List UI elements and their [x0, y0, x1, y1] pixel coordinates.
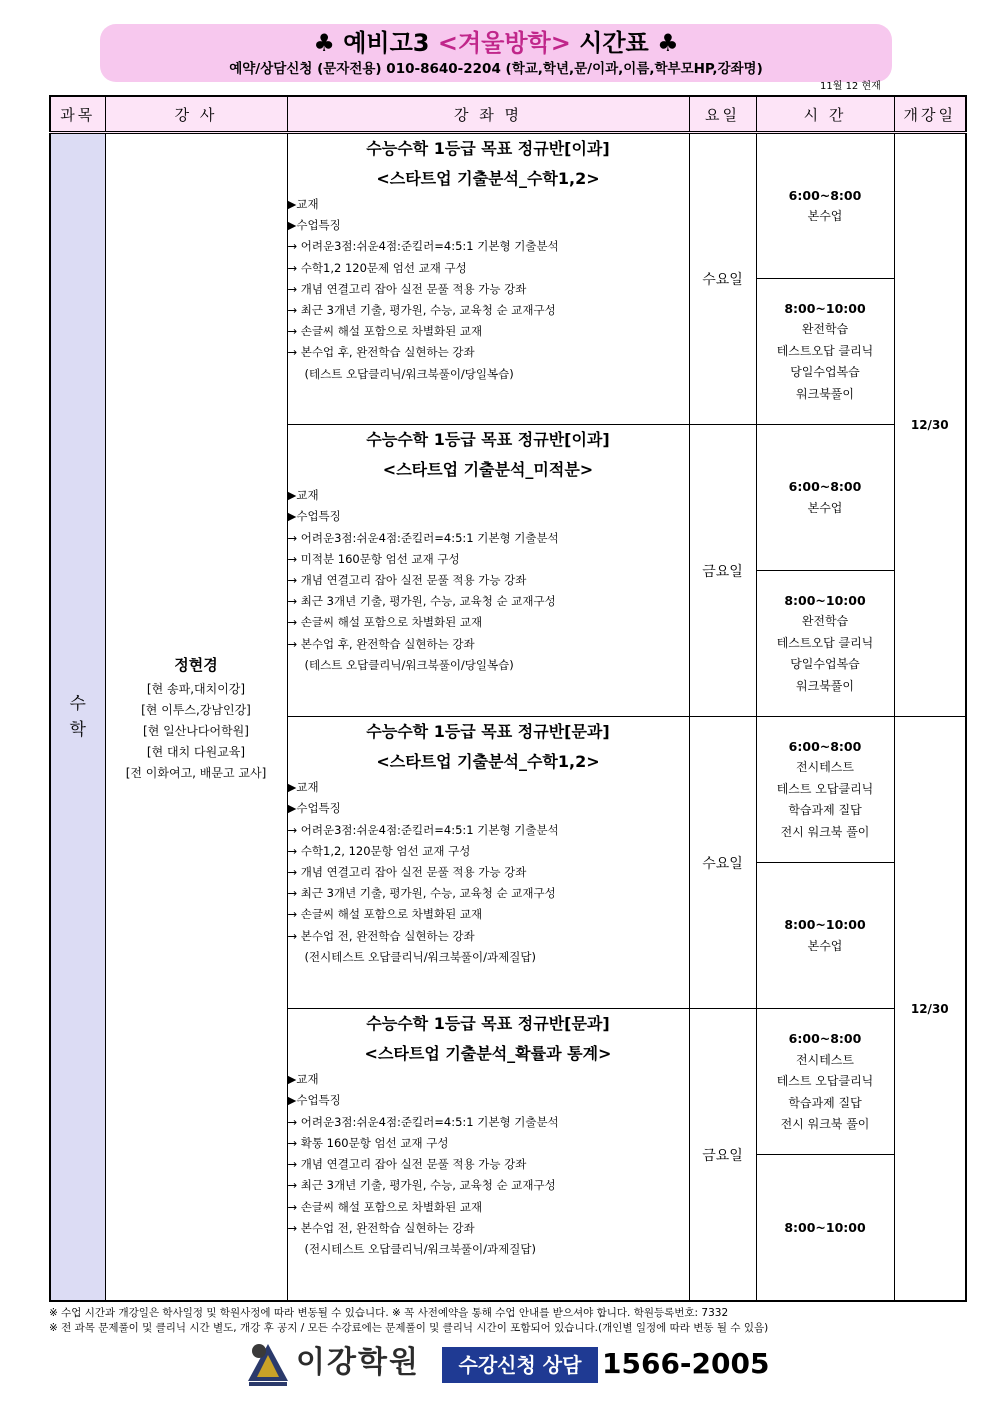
page-title [100, 26, 892, 60]
table-row [50, 133, 966, 279]
slot-item: 본수업 [807, 500, 843, 515]
course-line: → 손글씨 해설 포함으로 차별화된 교재 [287, 907, 483, 922]
course-line: (전시테스트 오답클리닉/워크북풀이/과제질답) [304, 1241, 536, 1256]
footnote: ※ 전 과목 문제풀이 및 클리닉 시간 별도, 개강 후 공지 / 모든 수강료에는 문제풀이 및 클리닉 시간이 포함되어 있습니다.(개인별 일정에 따라 변동 될 수 있음) [49, 1322, 769, 1334]
title-prefix: 예비고3 [343, 29, 430, 57]
subject-cell: 수 학 [50, 133, 105, 1302]
schedule-table [49, 95, 967, 1302]
course-title: 수능수학 1등급 목표 정규반[이과] [366, 430, 610, 450]
course-line: → 본수업 후, 완전학습 실현하는 강좌 [287, 345, 475, 360]
time-slot [756, 1009, 894, 1155]
course-line: ▶수업특징 [287, 801, 341, 816]
day-cell: 수요일 [689, 717, 756, 1009]
course-line: (테스트 오답클리닉/워크북풀이/당일복습) [304, 657, 514, 672]
time-range: 8:00~10:00 [784, 592, 866, 608]
course-line: → 최근 3개년 기출, 평가원, 수능, 교육청 순 교재구성 [287, 303, 556, 318]
time-range: 6:00~8:00 [788, 1031, 862, 1047]
teacher-credential: [현 송파,대치이강] [146, 681, 246, 696]
course-subtitle: <스타트업 기출분석_미적분> [382, 460, 594, 480]
slot-item: 테스트 오답클리닉 [776, 781, 874, 796]
col-header-day: 요일 [689, 96, 756, 133]
time-slot [756, 1155, 894, 1301]
slot-item: 테스트 오답클리닉 [776, 1074, 874, 1089]
teacher-cell [105, 133, 287, 1302]
course-line: → 미적분 160문항 엄선 교재 구성 [287, 551, 460, 566]
course-line: → 본수업 전, 완전학습 실현하는 강좌 [287, 928, 475, 943]
course-line: → 본수업 전, 완전학습 실현하는 강좌 [287, 1220, 475, 1235]
col-header-course: 강 좌 명 [287, 96, 689, 133]
course-cell [287, 425, 689, 717]
course-line: → 개념 연결고리 잡아 실전 문풀 적용 가능 강좌 [287, 281, 527, 296]
col-header-time: 시 간 [756, 96, 894, 133]
club-icon: ♣ [313, 29, 335, 57]
course-line: → 개념 연결고리 잡아 실전 문풀 적용 가능 강좌 [287, 865, 527, 879]
course-line: → 어려운3점:쉬운4점:준킬러=4:5:1 기본형 기출분석 [287, 530, 559, 545]
course-line: → 최근 3개년 기출, 평가원, 수능, 교육청 순 교재구성 [287, 1178, 556, 1193]
slot-item: 전시 워크북 풀이 [780, 824, 870, 839]
slot-item: 당일수업복습 [790, 657, 860, 672]
slot-item: 학습과제 질답 [788, 1095, 862, 1110]
slot-item: 완전학습 [801, 322, 849, 337]
time-slot [756, 717, 894, 863]
slot-item: 워크북풀이 [796, 386, 854, 401]
course-line: → 최근 3개년 기출, 평가원, 수능, 교육청 순 교재구성 [287, 594, 556, 609]
course-line: → 손글씨 해설 포함으로 차별화된 교재 [287, 615, 483, 630]
day-cell: 금요일 [689, 1009, 756, 1301]
open-date-cell: 12/30 [894, 717, 966, 1301]
course-line: ▶수업특징 [287, 509, 341, 524]
course-line: → 어려운3점:쉬운4점:준킬러=4:5:1 기본형 기출분석 [287, 1114, 559, 1129]
as-of-date: 11월 12 현재 [820, 81, 881, 92]
time-range: 8:00~10:00 [784, 300, 866, 316]
course-cell [287, 717, 689, 1009]
slot-item: 테스트오답 클리닉 [776, 635, 874, 650]
slot-item: 전시테스트 [796, 760, 854, 775]
open-date-cell: 12/30 [894, 133, 966, 717]
time-slot [756, 279, 894, 425]
header-row [50, 96, 966, 133]
time-slot [756, 571, 894, 717]
time-slot [756, 863, 894, 1009]
club-icon: ♣ [657, 29, 679, 57]
course-line: ▶교재 [287, 197, 319, 211]
course-line: ▶수업특징 [287, 1093, 341, 1108]
teacher-credential: [전 이화여고, 배문고 교사] [125, 765, 267, 780]
course-subtitle: <스타트업 기출분석_확률과 통계> [364, 1044, 612, 1064]
day-cell: 금요일 [689, 425, 756, 717]
phone-number: 1566-2005 [602, 1347, 770, 1380]
contact-line: 예약/상담신청 (문자전용) 010-8640-2204 (학교,학년,문/이과,이름,학부모HP,강좌명) [229, 61, 763, 77]
time-range: 6:00~8:00 [788, 738, 862, 754]
title-suffix: 시간표 [579, 29, 649, 57]
course-line: → 손글씨 해설 포함으로 차별화된 교재 [287, 1199, 483, 1214]
slot-item: 당일수업복습 [790, 365, 860, 380]
course-subtitle: <스타트업 기출분석_수학1,2> [376, 169, 600, 188]
course-title: 수능수학 1등급 목표 정규반[이과] [366, 139, 610, 158]
slot-item: 테스트오답 클리닉 [776, 343, 874, 358]
course-line: → 확통 160문항 엄선 교재 구성 [287, 1135, 449, 1150]
col-header-subject: 과목 [50, 96, 105, 133]
course-cell [287, 1009, 689, 1301]
slot-item: 전시 워크북 풀이 [780, 1117, 870, 1132]
slot-item: 워크북풀이 [796, 678, 854, 693]
course-line: ▶교재 [287, 780, 319, 795]
day-cell: 수요일 [689, 133, 756, 425]
time-range: 6:00~8:00 [788, 187, 862, 203]
slot-item: 학습과제 질답 [788, 803, 862, 818]
course-line: → 개념 연결고리 잡아 실전 문풀 적용 가능 강좌 [287, 572, 527, 587]
time-range: 8:00~10:00 [784, 917, 866, 933]
course-line: (테스트 오답클리닉/워크북풀이/당일복습) [304, 366, 514, 381]
course-line: → 손글씨 해설 포함으로 차별화된 교재 [287, 324, 483, 339]
course-line: (전시테스트 오답클리닉/워크북풀이/과제질답) [304, 949, 536, 964]
course-line: → 본수업 후, 완전학습 실현하는 강좌 [287, 636, 475, 651]
course-title: 수능수학 1등급 목표 정규반[문과] [366, 722, 610, 742]
footnote: ※ 수업 시간과 개강일은 학사일정 및 학원사정에 따라 변동될 수 있습니다. ※ 꼭 사전예약을 통해 수업 안내를 받으셔야 합니다. 학원등록번호: 7332 [49, 1307, 729, 1319]
col-header-teacher: 강 사 [105, 96, 287, 133]
teacher-credential: [현 일산나다어학원] [143, 723, 249, 738]
course-line: → 개념 연결고리 잡아 실전 문풀 적용 가능 강좌 [287, 1157, 527, 1172]
course-line: → 어려운3점:쉬운4점:준킬러=4:5:1 기본형 기출분석 [287, 239, 559, 254]
enroll-consult-banner: 수강신청 상담 [442, 1347, 598, 1383]
course-line: ▶수업특징 [287, 218, 341, 233]
title-highlight: <겨울방학> [437, 29, 571, 57]
course-title: 수능수학 1등급 목표 정규반[문과] [366, 1014, 610, 1034]
slot-item: 완전학습 [801, 614, 849, 629]
teacher-credential: [현 대치 다원교육] [146, 744, 246, 759]
slot-item: 전시테스트 [796, 1052, 854, 1067]
course-cell [287, 133, 689, 425]
time-range: 8:00~10:00 [784, 1219, 866, 1235]
teacher-name: 정현경 [174, 655, 218, 674]
course-line: ▶교재 [287, 1072, 319, 1087]
course-line: → 수학1,2, 120문항 엄선 교재 구성 [287, 843, 471, 858]
time-slot [756, 425, 894, 571]
academy-name: 이강학원 [296, 1345, 420, 1380]
slot-item: 본수업 [807, 938, 843, 953]
time-range: 6:00~8:00 [788, 479, 862, 495]
teacher-credential: [현 이투스,강남인강] [141, 702, 251, 717]
col-header-open-date: 개강일 [894, 96, 966, 133]
course-line: → 어려운3점:쉬운4점:준킬러=4:5:1 기본형 기출분석 [287, 822, 559, 837]
course-line: ▶교재 [287, 488, 319, 503]
course-line: → 수학1,2 120문제 엄선 교재 구성 [287, 260, 467, 275]
academy-logo-icon [243, 1341, 293, 1387]
time-slot [756, 133, 894, 279]
course-line: → 최근 3개년 기출, 평가원, 수능, 교육청 순 교재구성 [287, 886, 556, 901]
course-subtitle: <스타트업 기출분석_수학1,2> [376, 752, 600, 772]
slot-item: 본수업 [807, 209, 843, 224]
